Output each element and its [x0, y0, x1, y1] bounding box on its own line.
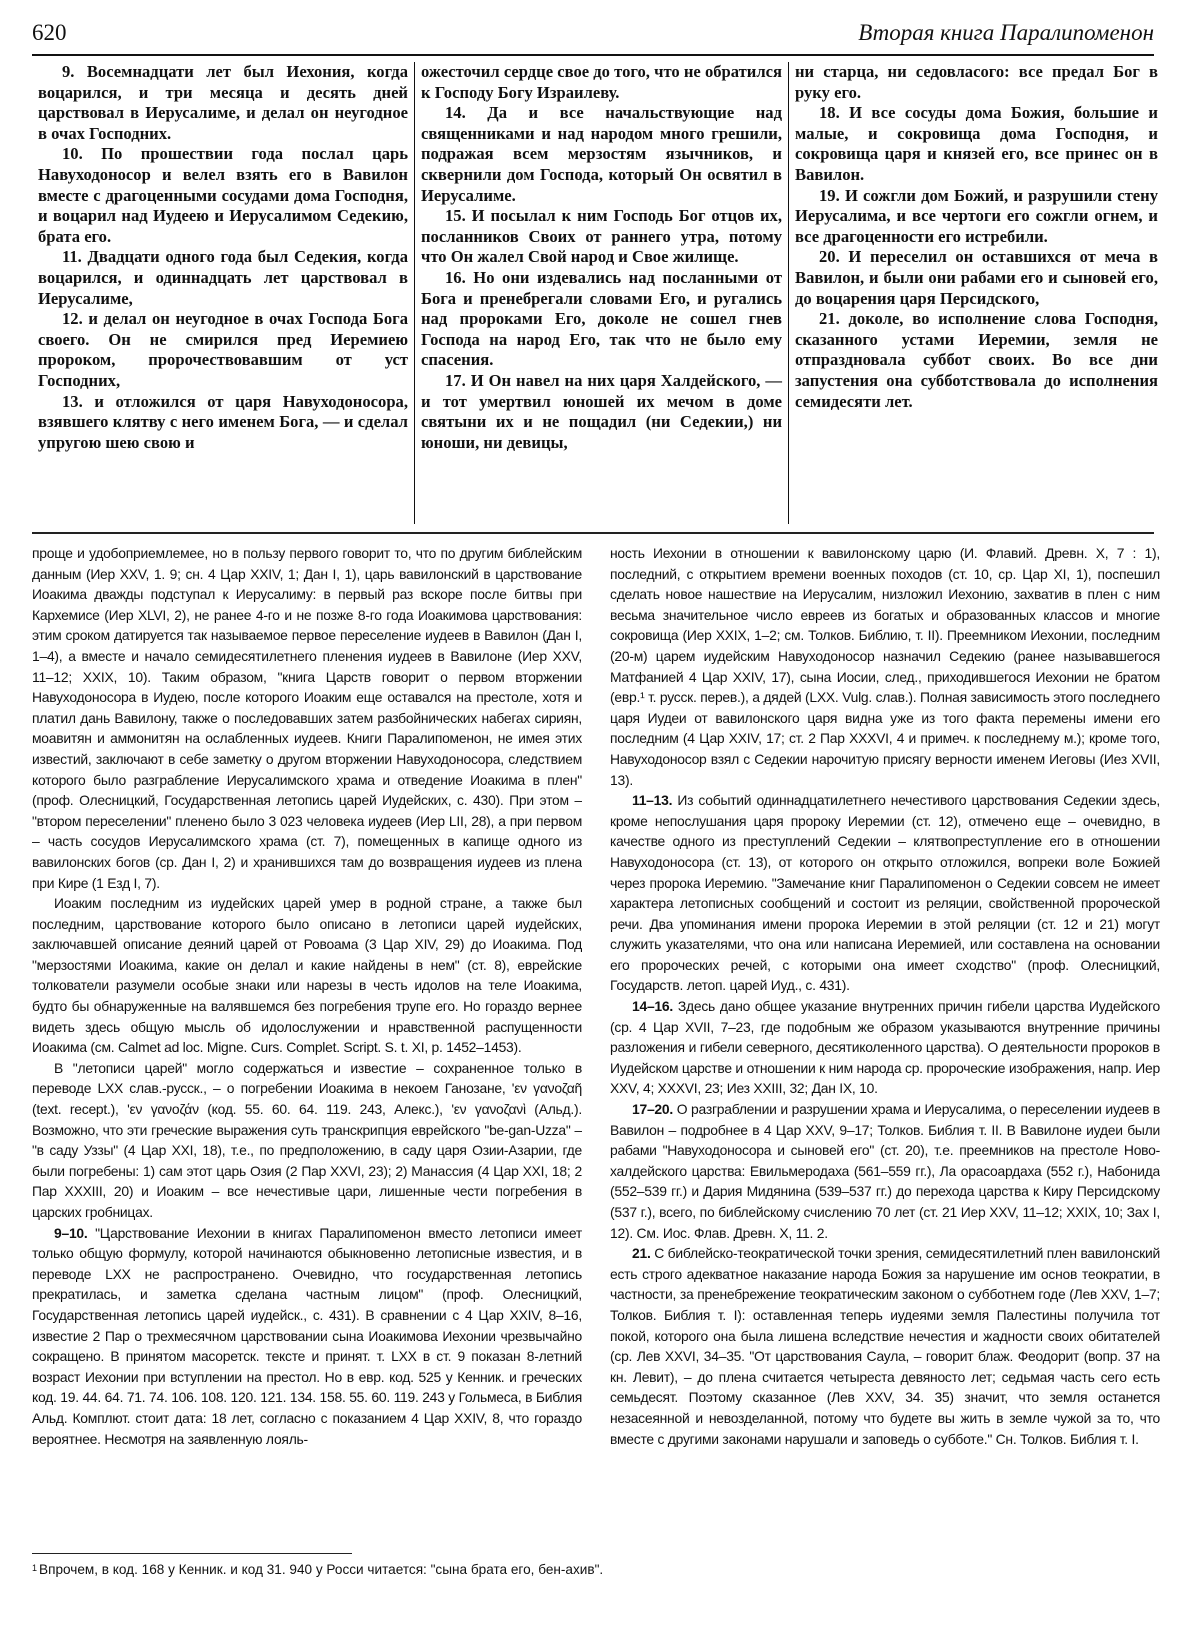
verse: 21. доколе, во исполнение слова Господня, сказанного устами Иеремии, земля не отпраздновала суббот своих. Во все дни запустения она субботствовала до исполнения семидесяти лет. — [795, 309, 1158, 411]
commentary-text: Из событий одиннадцатилетнего нечестивого царствования Седекии здесь, кроме непослушания царя пророку Иеремии (ст. 12), отмечено еще – очевидно, в качестве одного из преступлений Седекии – клятвопреступление его в отношении Навуходоносора (ст. 13), от которого он открыто отложился, вопреки воле Божией через пророка Иеремию. "Замечание книг Паралипоменон о Седекии совсем не имеет характера летописных сообщений и состоит из реляции, свойственной пророческой речи. Два упоминания имени пророка Иеремии в этой реляции (ст. 12 и 21) могут служить указателями, что она или написана Иеремией, или составлена на основании его пророческих речей, с которыми она имеет сходство" (проф. Олесницкий, Государств. летоп. царей Иуд., с. 431). — [610, 792, 1160, 994]
commentary-paragraph — [610, 1243, 1160, 1449]
verse-reference: 21. — [632, 1245, 651, 1262]
verse-reference: 17–20. — [632, 1101, 673, 1118]
verse-reference: 9–10. — [54, 1224, 88, 1241]
commentary-text: проще и удобоприемлемее, но в пользу первого говорит то, что по другим библейским данным (Иер XXV, 1. 9; сн. 4 Цар XXIV, 1; Дан I, 1), царь вавилонский в царствование Иоакима дважды подступал к Иерусалиму: в первый раз вскоре после битвы при Кархемисе (Иер XLVI, 2), не ранее 4-го и не позже 8-го года Иоакимова царствования: этим сроком датируется так называемое первое переселение иудеев в Вавилон (Дан I, 1–4), а вместе и начало семидесятилетнего пленения иудеев в Вавилоне (Иер XXV, 11–12; XXIX, 10). Таким образом, "книга Царств говорит о первом вторжении Навуходоносора в Иудею, после которого Иоаким еще оставался на престоле, хотя и платил дань Вавилону, также о последовавших затем разбойнических набегах сириян, моавитян и аммонитян на ослабленных иудеев. Книги Паралипоменон, не имея этих известий, заключают в себе заметку о другом вторжении Навуходоносора, следствием которого было разграбление Иерусалимского храма и отведение Иоакима в плен" (проф. Олесницкий, Государственная летопись царей Иудейских, с. 430). При этом – "втором переселении" пленено было 3 023 человека иудеев (Иер LII, 28), а при первом – часть сосудов Иерусалимского храма (ст. 7), помещенных в капище одного из вавилонских богов (ср. Дан I, 2) и хранившихся там до возвращения иудеев из плена при Кире (1 Езд I, 7). — [32, 545, 582, 891]
commentary-column-right — [610, 543, 1160, 1503]
commentary-paragraph — [610, 543, 1160, 790]
bible-text — [38, 62, 1158, 524]
running-title: Вторая книга Паралипоменон — [858, 20, 1154, 45]
page-header — [32, 20, 1154, 56]
verse: 17. И Он навел на них царя Халдейского, — и тот умертвил юношей их мечом в доме святыни их и не пощадил (ни Седекии,) ни юноши, ни девицы, — [421, 370, 782, 452]
page-number: 620 — [32, 20, 67, 45]
commentary-paragraph — [610, 1099, 1160, 1243]
bible-column-1 — [38, 62, 414, 524]
bible-column-2 — [414, 62, 788, 524]
commentary-column-left — [32, 543, 582, 1503]
commentary-paragraph — [32, 1223, 582, 1450]
commentary-paragraph — [610, 996, 1160, 1099]
verse: 14. Да и все начальствующие над священниками и над народом много грешили, подражая всем мерзостям язычников, и сквернили дом Господа, который Он освятил в Иерусалиме. — [421, 103, 782, 205]
verse: 9. Восемнадцати лет был Иехония, когда воцарился, и три месяца и десять дней царствовал в Иерусалиме, и делал он неугодное в очах Господних. — [38, 62, 408, 143]
commentary-text: ность Иехонии в отношении к вавилонскому царю (И. Флавий. Древн. X, 7 : 1), последний, с открытием времени военных походов (ст. 10, ср. Цар XI, 1), поспешил сделать новое нашествие на Иерусалим, низложил Иехонию, захватив в плен с ним весьма значительное число евреев из богатых и образованных классов и многие сокровища (Иер XXIX, 1–2; см. Толков. Библию, т. II). Преемником Иехонии, последним (20-м) царем иудейским Навуходоносор назначил Седекию (ранее называвшегося Матфанией 4 Цар XXIV, 17), сына Иосии, след., приходившегося Иехонии не братом (евр.¹ т. русск. перев.), а дядей (LXX. Vulg. слав.). Полная зависимость этого последнего царя Иудеи от вавилонского царя видна уже из того факта перемены имени его последним (4 Цар XXIV, 17; ст. 2 Пар XXXVI, 4 и примеч. к последнему м.); кроме того, Навуходоносор взял с Седекии нарочитую присягу верности именем Иеговы (Иез XVII, 13). — [610, 545, 1160, 788]
commentary-text: В "летописи царей" могло содержаться и известие – сохраненное только в переводе LXX слав.-русск., – о погребении Иоакима в некоем Ганозане, 'εν γανοζαῆ (text. recept.), 'εν γανοζάν (код. 55. 60. 64. 119. 243, Алекс.), 'εν γανοζανὶ (Альд.). Возможно, что эти греческие выражения суть транскрипция еврейского "be-gan-Uzza" – "в саду Уззы" (4 Цар XXI, 18), т.е., по предположению, в саду царя Озии-Азарии, где были погребены: 1) сам этот царь Озия (2 Пар XXVI, 23); 2) Манассия (4 Цар XXI, 18; 2 Пар XXXIII, 20) и Иоаким – все нечестивые цари, лишенные чести погребения в царских гробницах. — [32, 1059, 582, 1220]
verse: 15. И посылал к ним Господь Бог отцов их, посланников Своих от раннего утра, потому что Он жалел Свой народ и Свое жилище. — [421, 206, 782, 267]
section-divider — [32, 532, 1154, 534]
commentary-paragraph — [32, 893, 582, 1058]
commentary-paragraph — [32, 1058, 582, 1223]
commentary-text: Иоаким последним из иудейских царей умер в родной стране, а также был последним, царствование которого было описано в летописи царей иудейских, заключавшей описание деяний царей от Ровоама (3 Цар XIV, 29) до Иоакима. Под "мерзостями Иоакима, какие он делал и какие найдены в нем" (ст. 8), еврейские толкователи разумели особые знаки или нарезы в честь идолов на теле Иоакима, будто бы обнаруженные на валявшемся без погребения трупе его. Но гораздо вернее видеть здесь общую мысль об идолослужении и нравственной распущенности Иоакима (см. Calmet ad loc. Migne. Curs. Complet. Script. S. t. XI, p. 1452–1453). — [32, 895, 582, 1056]
footnote-text: Впрочем, в код. 168 у Кенник. и код 31. 940 у Росси читается: "сына брата его, бен-ахив". — [39, 1562, 604, 1577]
verse: 11. Двадцати одного года был Седекия, когда воцарился, и одиннадцать лет царствовал в Иерусалиме, — [38, 247, 408, 308]
commentary-text: С библейско-теократической точки зрения, семидесятилетний плен вавилонский есть строго адекватное наказание народа Божия за нарушение им основ теократии, в частности, за пренебрежение теократическим законом о субботнем годе (Лев XXV, 1–7; Толков. Библия т. I): оставленная теперь иудеями земля Палестины получила тот покой, которого она была лишена вследствие нечестия и жадности своих обитателей (ср. Лев XXVI, 34–35. "От царствования Саула, – говорит блаж. Феодорит (вопр. 37 на кн. Левит), – до плена считается четыреста девяносто лет; седьмая часть сего есть семьдесят. Поэтому сказанное (Лев XXV, 34. 35) значит, что земля останется незасеянной и невозделанной, потому что будете вы жить в земле чужой за то, что вместе с другими законами нарушали и заповедь о субботе." Сн. Толков. Библия т. I. — [610, 1245, 1160, 1447]
verse: 12. и делал он неугодное в очах Господа Бога своего. Он не смирился пред Иеремиею пророком, пророчествовавшим от уст Господних, — [38, 309, 408, 390]
verse-reference: 14–16. — [632, 998, 673, 1015]
commentary-text: Здесь дано общее указание внутренних причин гибели царства Иудейского (ср. 4 Цар XVII, 7–23, где подобным же образом указываются внутренние причины разложения и гибели северного, десятиколенного царства). О деятельности пророков в Иудейском царстве и отношении к ним народа ср. пророческие изображения, напр. Иер XXV, 4; XXXVI, 23; Иез XXIII, 32; Дан IX, 10. — [610, 998, 1160, 1097]
verse: 19. И сожгли дом Божий, и разрушили стену Иерусалима, и все чертоги его сожгли огнем, и все драгоценности его истребили. — [795, 185, 1158, 246]
footnote-mark: 1 — [32, 1563, 38, 1573]
verse: 13. и отложился от царя Навуходоносора, взявшего клятву с него именем Бога, — и сделал упругою шею свою и — [38, 391, 408, 452]
commentary — [32, 543, 1160, 1503]
commentary-text: О разграблении и разрушении храма и Иерусалима, о переселении иудеев в Вавилон – подробнее в 4 Цар XXV, 9–17; Толков. Библия т. II. В Вавилоне иудеи были рабами "Навуходоносора и сыновей его" (ст. 20), т.е. преемников на престоле Ново-халдейского царства: Евильмеродаха (561–559 гг.), Ла орасоардаха (552 г.), Набонида (552–539 гг.) и Дария Мидянина (539–537 гг.) до перехода царства к Киру Персидскому (537 г.), всего, по библейскому счислению 70 лет (ст. 21 Иер XXV, 11–12; XXIX, 10; Зах I, 12). См. Иос. Флав. Древн. X, 11. 2. — [610, 1101, 1160, 1241]
verse: 18. И все сосуды дома Божия, большие и малые, и сокровища дома Господня, и сокровища царя и князей его, все принес он в Вавилон. — [795, 103, 1158, 184]
verse: 20. И переселил он оставшихся от меча в Вавилон, и были они рабами его и сыновей его, до воцарения царя Персидского, — [795, 247, 1158, 308]
verse-continuation: ожесточил сердце свое до того, что не обратился к Господу Богу Израилеву. — [421, 62, 782, 102]
commentary-paragraph — [610, 790, 1160, 996]
commentary-paragraph — [32, 543, 582, 893]
footnote — [32, 1561, 1152, 1579]
commentary-text: "Царствование Иехонии в книгах Паралипоменон вместо летописи имеет только общую формулу, которой начинаются обыкновенно летописные известия, и в переводе LXX не распространено. Очевидно, что государственная летопись прекратилась, и заметка сделана частным лицом" (проф. Олесницкий, Государственная летопись царей иудейск., с. 431). В сравнении с 4 Цар XXIV, 8–16, известие 2 Пар о трехмесячном царствовании сына Иоакимова Иехонии чрезвычайно сокращено. В принятом масоретск. тексте и принят. т. LXX в ст. 9 показан 8-летний возраст Иехонии при вступлении на престол. Но в евр. код. 525 у Кенник. и греческих код. 19. 44. 64. 71. 74. 106. 108. 120. 121. 134. 158. 55. 60. 119. 243 у Гольмеса, в Библия Альд. Комплют. стоит дата: 18 лет, согласно с показанием 4 Цар XXIV, 8, что гораздо вероятнее. Несмотря на заявленную лояль- — [32, 1224, 582, 1447]
verse-continuation: ни старца, ни седовласого: все предал Бог в руку его. — [795, 62, 1158, 102]
bible-column-3 — [788, 62, 1158, 524]
verse-reference: 11–13. — [632, 792, 673, 809]
verse: 16. Но они издевались над посланными от Бога и пренебрегали словами Его, и ругались над пророками Его, доколе не сошел гнев Господа на народ Его, так что не было ему спасения. — [421, 267, 782, 370]
footnote-rule — [32, 1553, 352, 1554]
verse: 10. По прошествии года послал царь Навуходоносор и велел взять его в Вавилон вместе с драгоценными сосудами дома Господня, и воцарил над Иудеею и Иерусалимом Седекию, брата его. — [38, 144, 408, 246]
